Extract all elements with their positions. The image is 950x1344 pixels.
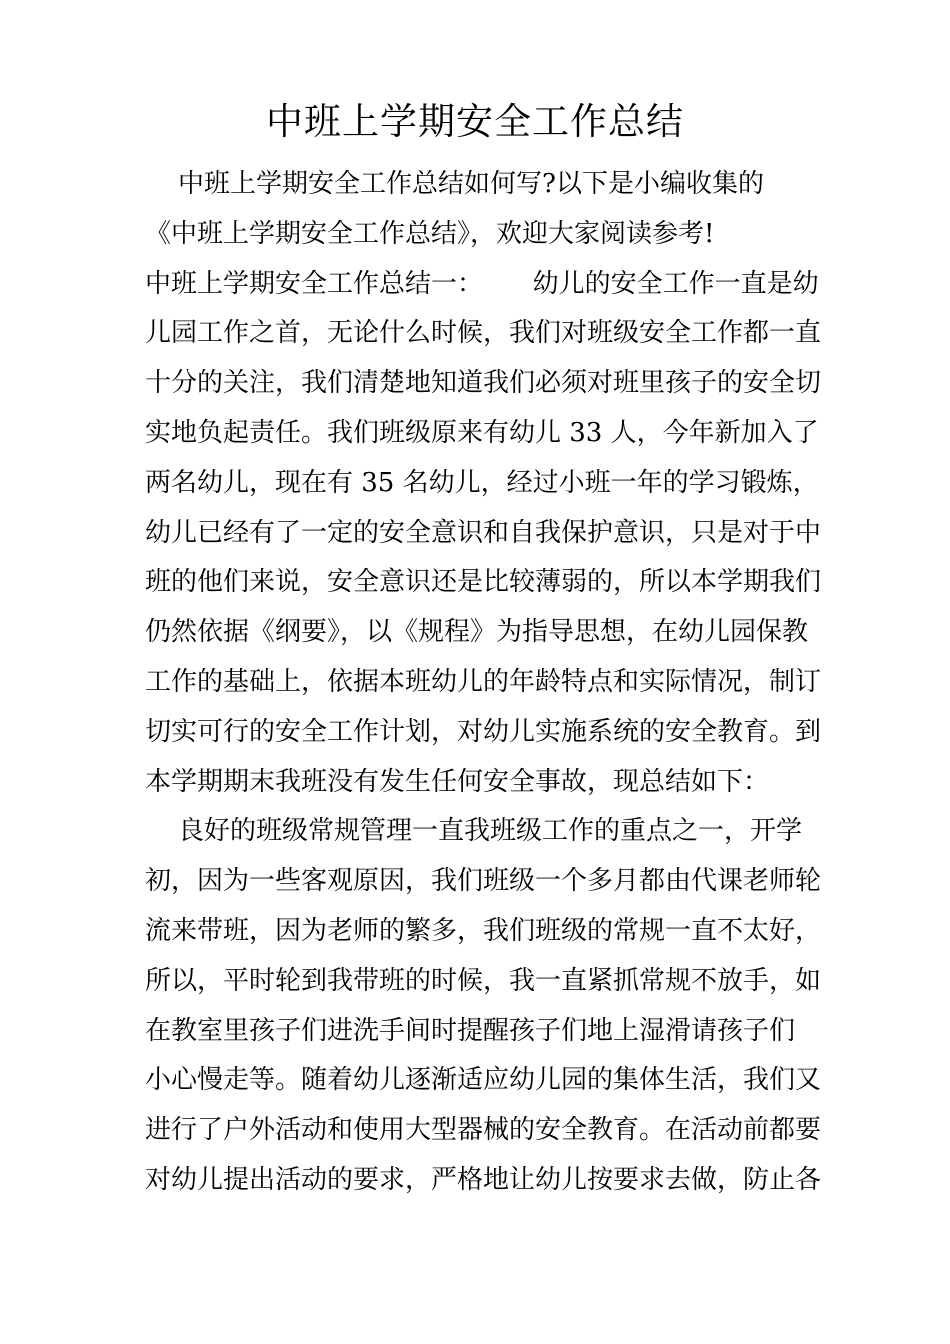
text-line: 仍然依据《纲要》，以《规程》为指导思想，在幼儿园保教 bbox=[145, 617, 809, 648]
text-line: 初，因为一些客观原因，我们班级一个多月都由代课老师轮 bbox=[145, 866, 822, 897]
text-line: 实地负起责任。我们班级原来有幼儿 33 人，今年新加入了 bbox=[145, 417, 819, 448]
text-line: 幼儿已经有了一定的安全意识和自我保护意识，只是对于中 bbox=[145, 517, 822, 548]
text-line: 十分的关注，我们清楚地知道我们必须对班里孩子的安全切 bbox=[145, 368, 822, 399]
text-line: 两名幼儿，现在有 35 名幼儿，经过小班一年的学习锻炼， bbox=[145, 467, 819, 498]
text-line: 工作的基础上，依据本班幼儿的年龄特点和实际情况，制订 bbox=[145, 666, 822, 697]
text-line: 良好的班级常规管理一直我班级工作的重点之一，开学 bbox=[145, 816, 803, 847]
text-line: 在教室里孩子们进洗手间时提醒孩子们地上湿滑请孩子们 bbox=[145, 1015, 796, 1046]
document-body bbox=[145, 160, 845, 1206]
document-title: 中班上学期安全工作总结 bbox=[266, 100, 684, 143]
text-line: 中班上学期安全工作总结一： 幼儿的安全工作一直是幼 bbox=[145, 268, 819, 299]
text-line: 儿园工作之首，无论什么时候，我们对班级安全工作都一直 bbox=[145, 318, 822, 349]
text-line: 本学期期末我班没有发生任何安全事故，现总结如下： bbox=[145, 766, 770, 797]
text-line: 进行了户外活动和使用大型器械的安全教育。在活动前都要 bbox=[145, 1115, 822, 1146]
text-line: 流来带班，因为老师的繁多，我们班级的常规一直不太好， bbox=[145, 915, 822, 946]
text-line: 班的他们来说，安全意识还是比较薄弱的，所以本学期我们 bbox=[145, 567, 822, 598]
text-line: 对幼儿提出活动的要求，严格地让幼儿按要求去做，防止各 bbox=[145, 1164, 822, 1195]
text-line: 所以，平时轮到我带班的时候，我一直紧抓常规不放手，如 bbox=[145, 965, 822, 996]
text-line: 《中班上学期安全工作总结》，欢迎大家阅读参考! bbox=[145, 218, 715, 249]
text-line: 中班上学期安全工作总结如何写?以下是小编收集的 bbox=[145, 169, 764, 199]
text-line: 小心慢走等。随着幼儿逐渐适应幼儿园的集体生活，我们又 bbox=[145, 1065, 822, 1096]
text-line: 切实可行的安全工作计划，对幼儿实施系统的安全教育。到 bbox=[145, 716, 822, 747]
